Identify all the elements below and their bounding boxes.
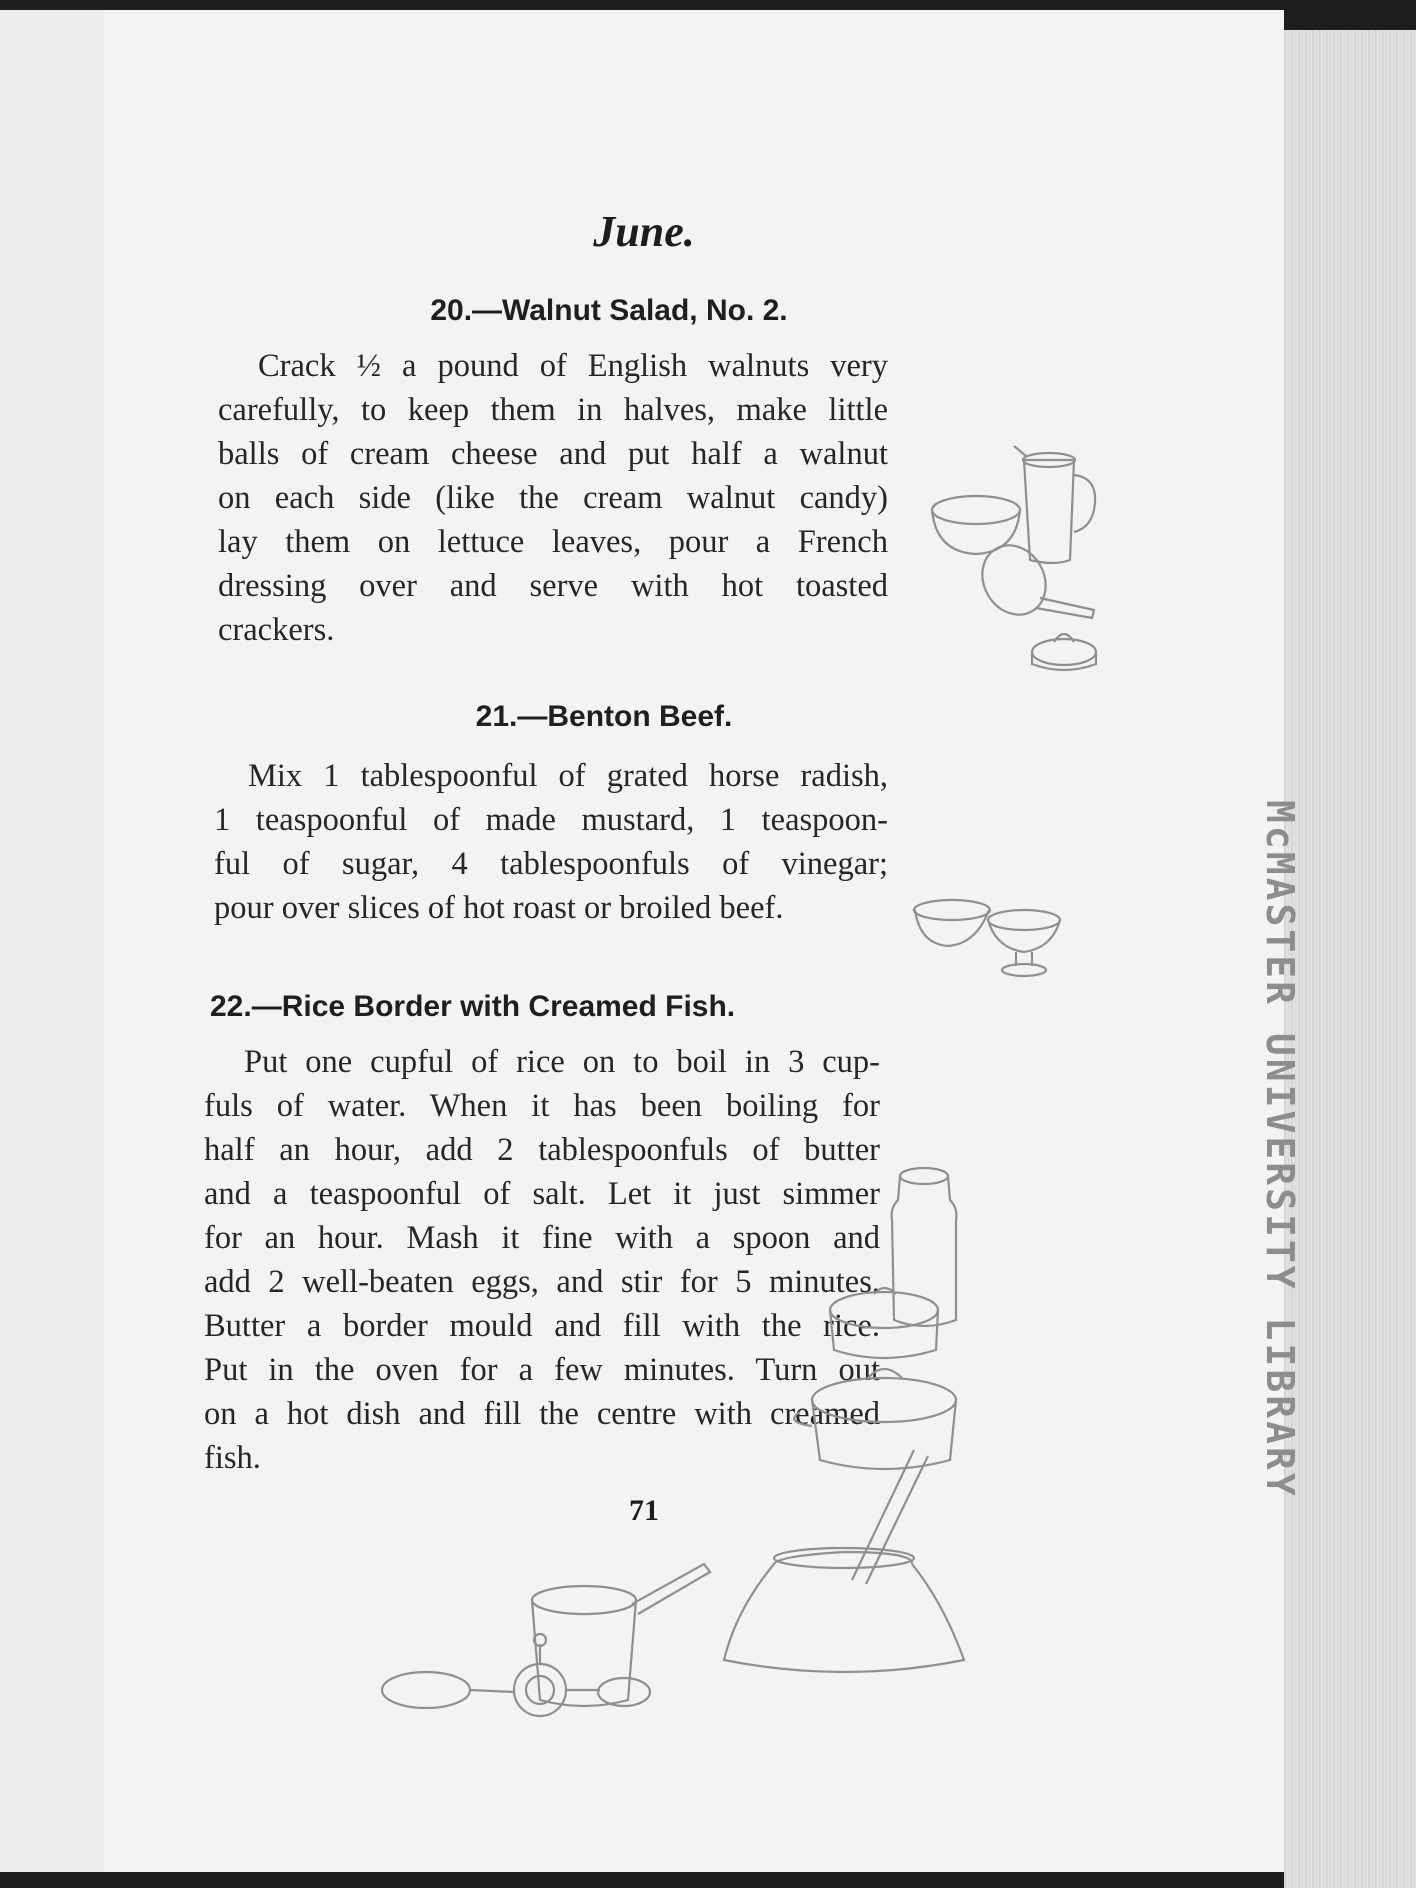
text-line: on a hot dish and fill the centre with creamed (204, 1396, 880, 1432)
kitchenware-illustration-top (914, 440, 1104, 680)
text-line: fuls of water. When it has been boiling for (204, 1088, 880, 1124)
recipe-title-walnut-salad: 20.—Walnut Salad, No. 2. (430, 294, 788, 327)
recipe-title-rice-border: 22.—Rice Border with Creamed Fish. (210, 990, 736, 1023)
text-line: Butter a border mould and fill with the rice. (204, 1308, 880, 1344)
library-stamp-text: McMASTER UNIVERSITY LIBRARY (1258, 800, 1302, 1499)
text-line: Put one cupful of rice on to boil in 3 cup- (244, 1044, 880, 1080)
library-stamp (1258, 800, 1342, 1499)
recipe-body-walnut-salad (218, 344, 888, 652)
text-line: for an hour. Mash it fine with a spoon and (204, 1220, 880, 1256)
text-line: half an hour, add 2 tablespoonfuls of butter (204, 1132, 880, 1168)
text-line: Mix 1 tablespoonful of grated horse radish, (248, 758, 888, 794)
text-line: ful of sugar, 4 tablespoonfuls of vinegar; (214, 846, 888, 882)
text-line: carefully, to keep them in halves, make little (218, 392, 888, 428)
text-line: 1 teaspoonful of made mustard, 1 teaspoon- (214, 802, 888, 838)
dishes-illustration (912, 896, 1072, 986)
text-line: crackers. (218, 612, 335, 648)
book-page (104, 10, 1284, 1872)
recipe-title-benton-beef: 21.—Benton Beef. (475, 700, 733, 733)
text-line: on each side (like the cream walnut candy) (218, 480, 888, 516)
text-line: pour over slices of hot roast or broiled beef. (214, 890, 784, 926)
text-line: dressing over and serve with hot toasted (218, 568, 888, 604)
kitchenware-illustration-bottom (404, 1160, 1184, 1730)
facing-page-edge (0, 10, 112, 1872)
text-line: fish. (204, 1440, 261, 1476)
text-line: Crack ½ a pound of English walnuts very (258, 348, 888, 384)
text-line: add 2 well-beaten eggs, and stir for 5 minutes. (204, 1264, 880, 1300)
text-line: Put in the oven for a few minutes. Turn out (204, 1352, 880, 1388)
text-line: lay them on lettuce leaves, pour a French (218, 524, 888, 560)
page-number: 71 (629, 1494, 659, 1527)
recipe-body-benton-beef (214, 754, 888, 930)
text-line: balls of cream cheese and put half a walnut (218, 436, 888, 472)
text-line: and a teaspoonful of salt. Let it just simmer (204, 1176, 880, 1212)
page-header-month: June. (593, 207, 695, 256)
